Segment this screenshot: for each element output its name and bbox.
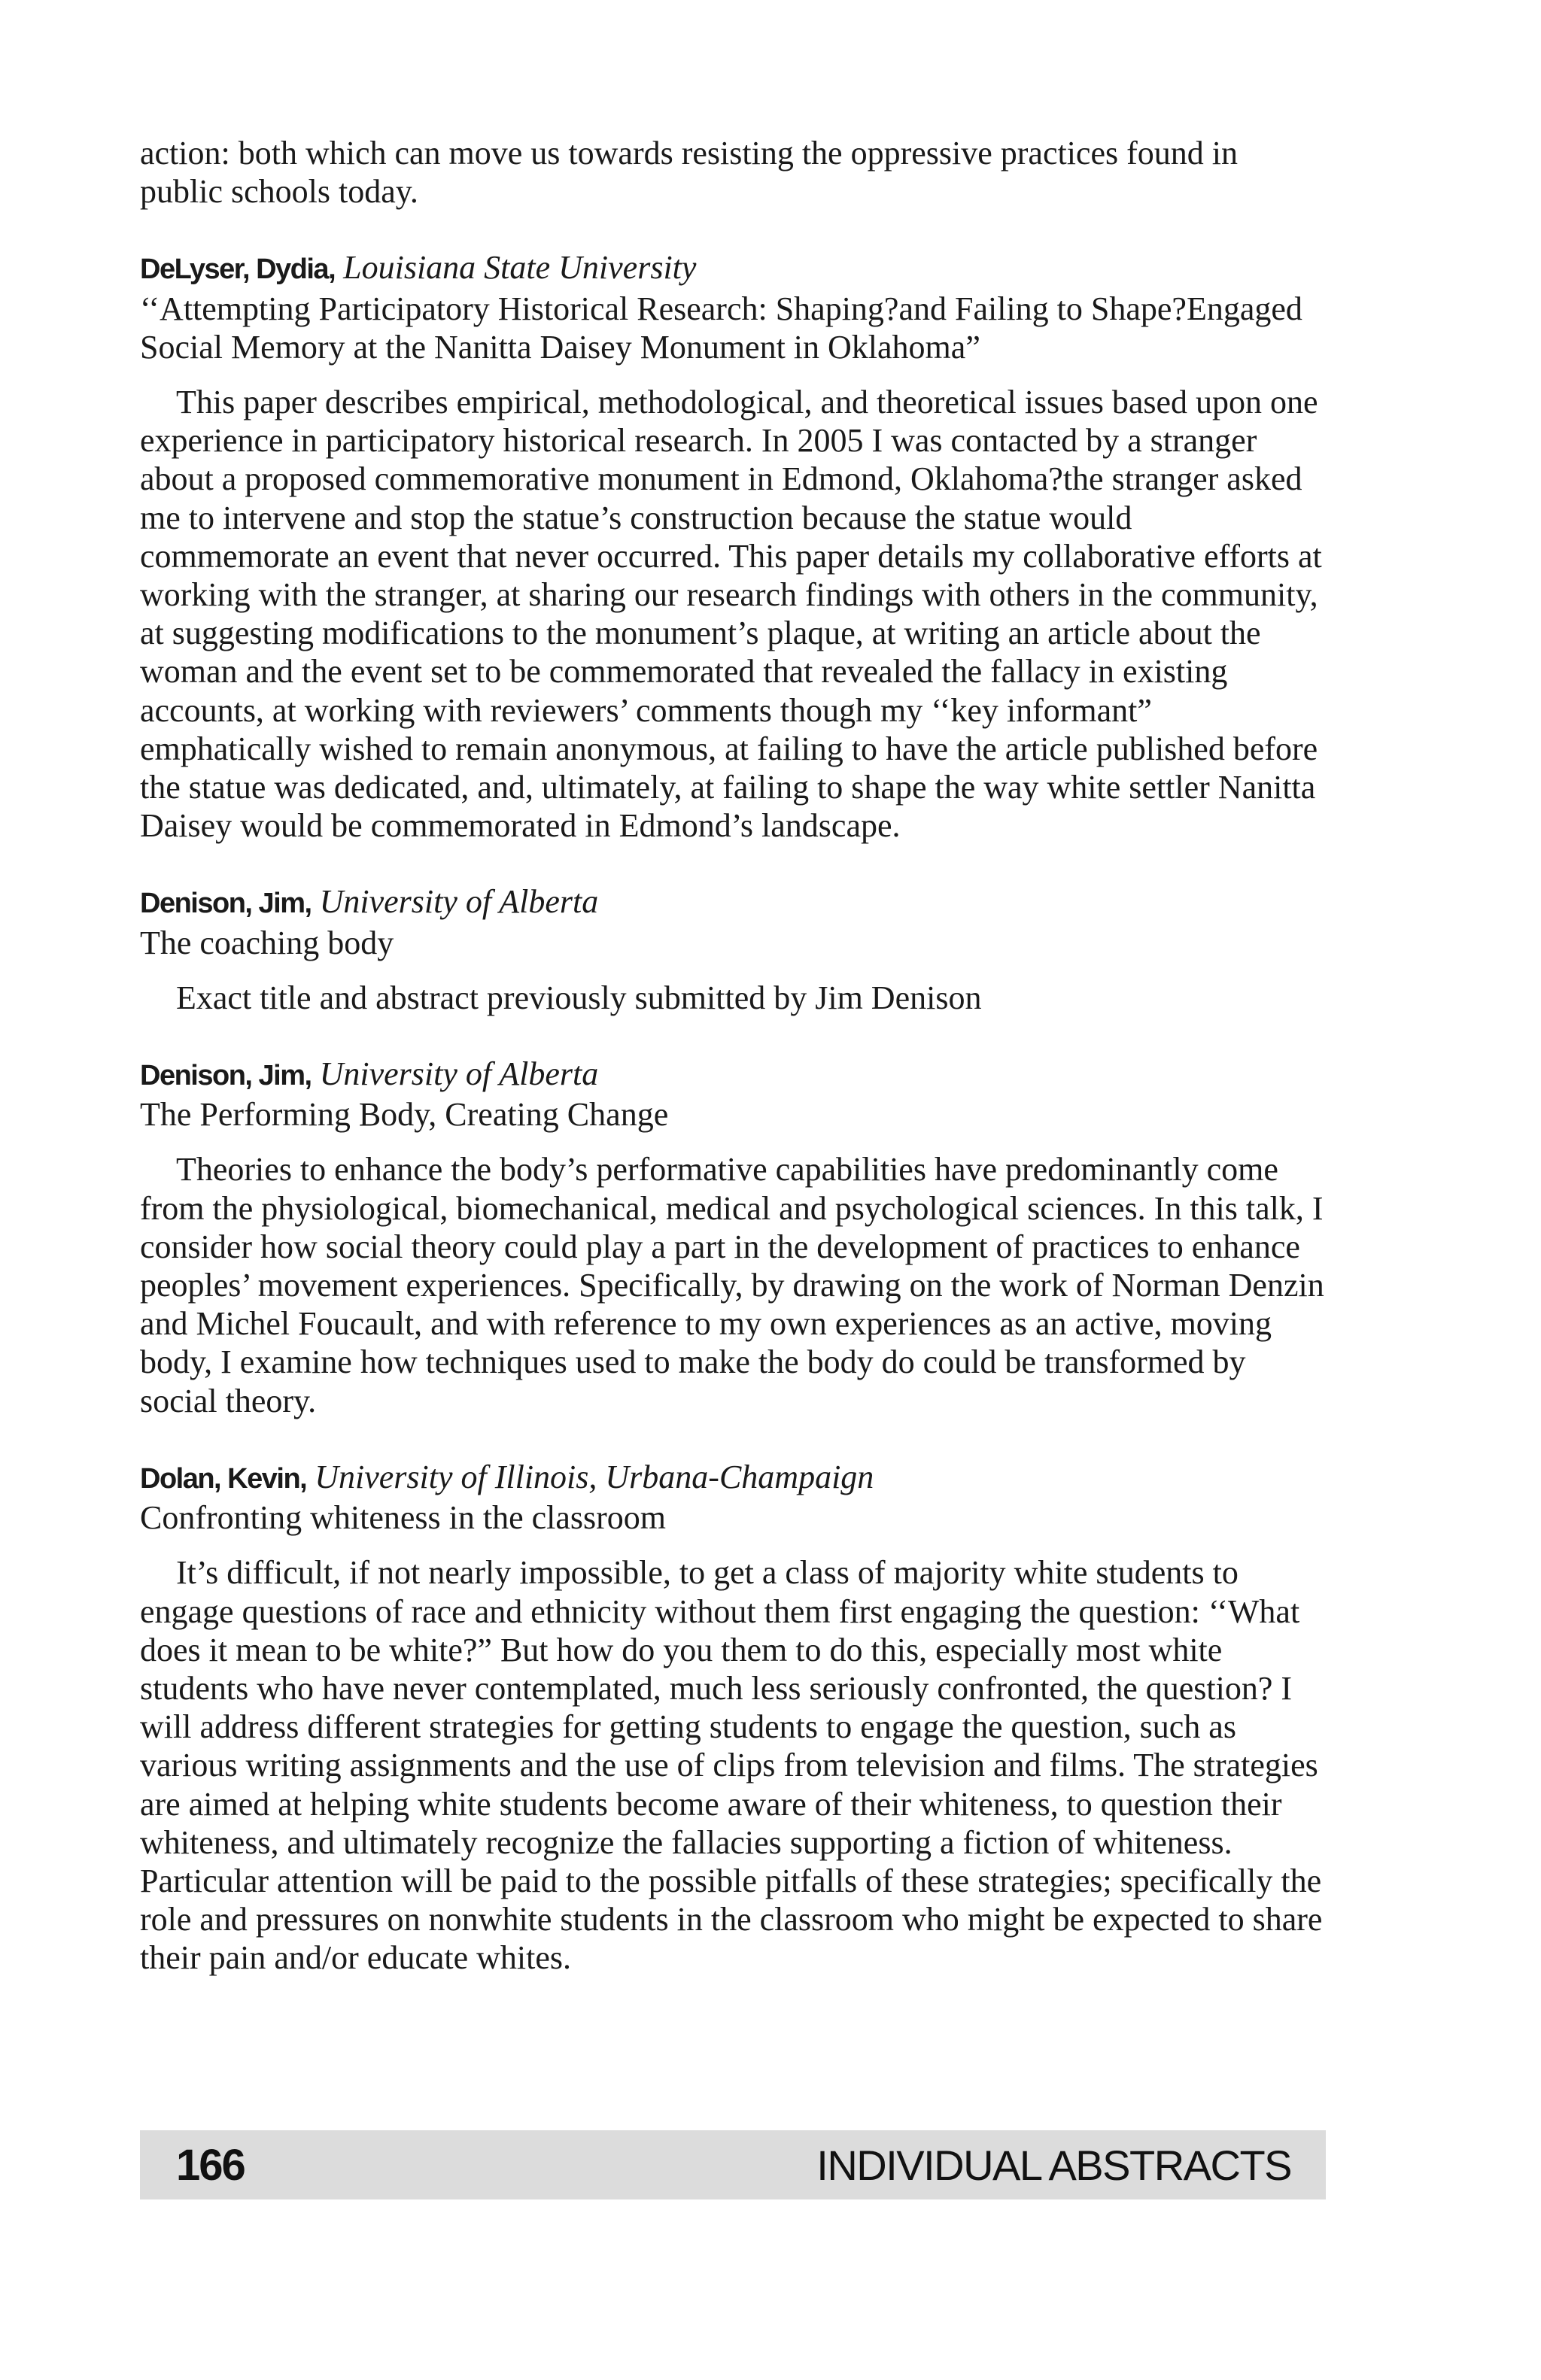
entry-header [140,882,1326,923]
author-name: Dolan, Kevin, [140,1462,307,1495]
author-name: Denison, Jim, [140,1060,312,1092]
paper-title: The Performing Body, Creating Change [140,1096,669,1134]
author-affiliation: University of Alberta [319,883,599,921]
page-content [140,134,1326,1978]
section-label: INDIVIDUAL ABSTRACTS [816,2141,1291,2189]
abstract-text: Exact title and abstract previously submitted by Jim Denison [176,979,982,1016]
author-affiliation: University of Illinois, Urbana-Champaign [315,1458,874,1495]
entry-header [140,1458,1326,1498]
abstract-text: Theories to enhance the body’s performative capabilities have predominantly come from the physiological, biomechanical, medical and psychological sciences. In this talk, I consider how social theory could play a part in the development of practices to enhance peoples’ movement experiences. Specifically, by drawing on the work of Norman Denzin and Michel Foucault, and with reference to my own experiences as an active, moving body, I examine how techniques used to make the body do could be transformed by social theory. [140,1151,1324,1419]
abstract-entry [140,882,1326,1017]
author-affiliation: Louisiana State University [343,249,697,287]
page-footer [140,2130,1326,2199]
paper-title: ‘‘Attempting Participatory Historical Research: Shaping?and Failing to Shape?Engaged Social Memory at the Nanitta Daisey Monument in Oklahoma” [140,290,1302,366]
page-number: 166 [176,2140,245,2190]
author-name: DeLyser, Dydia, [140,253,336,286]
continuation-text: action: both which can move us towards resisting the oppressive practices found in public schools today. [140,135,1238,211]
entry-header [140,1055,1326,1095]
abstract-entry [140,1458,1326,1978]
abstract-entry [140,1055,1326,1420]
author-name: Denison, Jim, [140,888,312,920]
abstract-entry [140,248,1326,845]
entry-header [140,248,1326,289]
abstract-text: It’s difficult, if not nearly impossible, to get a class of majority white students to engage questions of race and ethnicity without them first engaging the question: ‘‘What does it mean to be white?” But how do you them to do this, especially most white students who have never contemplated, much less seriously confronted, the question? I will address different strategies for getting students to engage the question, such as various writing assignments and the use of clips from television and films. The strategies are aimed at helping white students become aware of their whiteness, to question their whiteness, and ultimately recognize the fallacies supporting a fiction of whiteness. Particular attention will be paid to the possible pitfalls of these strategies; specifically the role and pressures on nonwhite students in the classroom who might be expected to share their pain and/or educate whites. [140,1554,1323,1977]
author-affiliation: University of Alberta [319,1055,599,1093]
paper-title: The coaching body [140,924,394,961]
paper-title: Confronting whiteness in the classroom [140,1499,667,1537]
abstract-text: This paper describes empirical, methodological, and theoretical issues based upon one experience in participatory historical research. In 2005 I was contacted by a stranger about a proposed commemorative monument in Edmond, Oklahoma?the stranger asked me to intervene and stop the statue’s construction because the statue would commemorate an event that never occurred. This paper details my collaborative efforts at working with the stranger, at sharing our research findings with others in the community, at suggesting modifications to the monument’s plaque, at writing an article about the woman and the event set to be commemorated that revealed the fallacy in existing accounts, at working with reviewers’ comments though my ‘‘key informant” emphatically wished to remain anonymous, at failing to have the article published before the statue was dedicated, and, ultimately, at failing to shape the way white settler Nanitta Daisey would be commemorated in Edmond’s landscape. [140,384,1322,845]
